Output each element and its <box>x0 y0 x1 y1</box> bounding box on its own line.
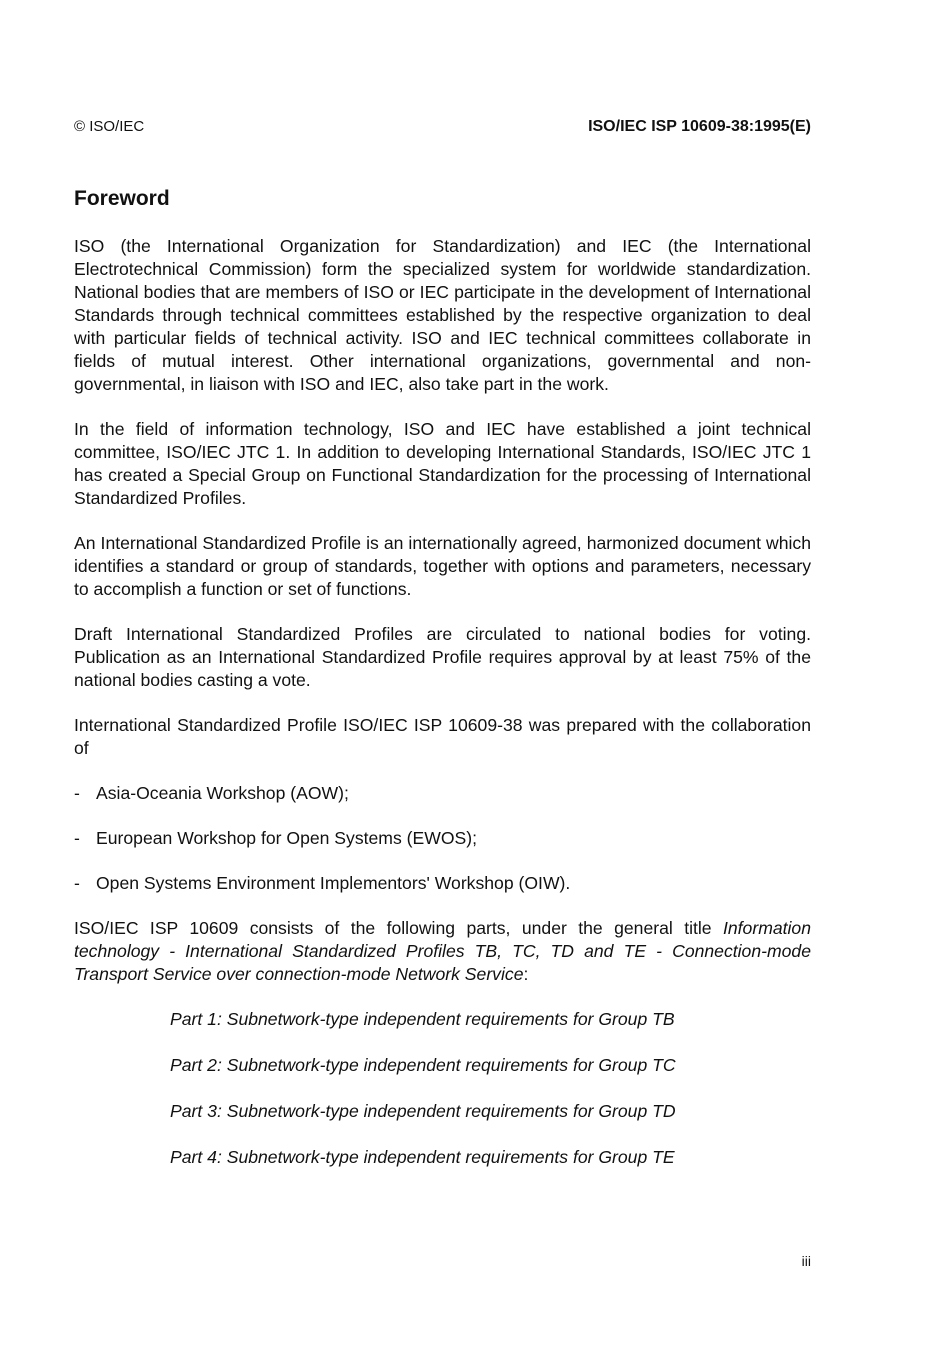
part-item: Part 4: Subnetwork-type independent requirements for Group TE <box>170 1147 675 1167</box>
parts-list <box>74 1008 811 1169</box>
parts-intro-paragraph <box>74 917 811 986</box>
bullet-dash: - <box>74 783 80 803</box>
paragraph: ISO (the International Organization for Standardization) and IEC (the International Electrotechnical Commission) form the specialized system for worldwide standardization. National bodies that are members of ISO or IEC participate in the development of International Standards through technical committees established by the respective organization to deal with particular fields of technical activity. ISO and IEC technical committees collaborate in fields of mutual interest. Other international organizations, governmental and non-governmental, in liaison with ISO and IEC, also take part in the work. <box>74 236 811 394</box>
bullet-text: Open Systems Environment Implementors' Workshop (OIW). <box>96 873 571 893</box>
bullet-dash: - <box>74 828 80 848</box>
document-identifier: ISO/IEC ISP 10609-38:1995(E) <box>588 118 811 135</box>
bullet-item <box>74 782 811 805</box>
paragraph: An International Standardized Profile is an internationally agreed, harmonized document which identifies a standard or group of standards, together with options and parameters, necessary to accomplish a function or set of functions. <box>74 533 811 599</box>
part-item: Part 3: Subnetwork-type independent requirements for Group TD <box>170 1101 676 1121</box>
general-title: Information technology - International Standardized Profiles TB, TC, TD and TE - Connection-mode Transport Service over connection-mode Network Service <box>74 918 811 984</box>
bullet-dash: - <box>74 873 80 893</box>
bullet-text: European Workshop for Open Systems (EWOS); <box>96 828 478 848</box>
paragraph: Draft International Standardized Profiles are circulated to national bodies for voting. Publication as an International Standardized Profile requires approval by at least 75% of the national bodies casting a vote. <box>74 624 811 690</box>
page-header <box>74 118 811 138</box>
foreword-body <box>74 235 811 1192</box>
bullet-item <box>74 872 811 895</box>
parts-intro-lead: ISO/IEC ISP 10609 consists of the following parts, under the general title <box>74 918 723 938</box>
page-number: iii <box>801 1253 811 1269</box>
copyright-notice: © ISO/IEC <box>74 118 145 135</box>
section-title: Foreword <box>74 187 170 210</box>
part-item: Part 1: Subnetwork-type independent requirements for Group TB <box>170 1009 675 1029</box>
paragraph: International Standardized Profile ISO/IEC ISP 10609-38 was prepared with the collaboration of <box>74 715 811 758</box>
document-page <box>74 0 811 1363</box>
part-item: Part 2: Subnetwork-type independent requirements for Group TC <box>170 1055 676 1075</box>
bullet-item <box>74 827 811 850</box>
paragraph: In the field of information technology, ISO and IEC have established a joint technical committee, ISO/IEC JTC 1. In addition to developing International Standards, ISO/IEC JTC 1 has created a Special Group on Functional Standardization for the processing of International Standardized Profiles. <box>74 419 811 508</box>
bullet-text: Asia-Oceania Workshop (AOW); <box>96 783 349 803</box>
parts-intro-trail: : <box>523 964 529 984</box>
